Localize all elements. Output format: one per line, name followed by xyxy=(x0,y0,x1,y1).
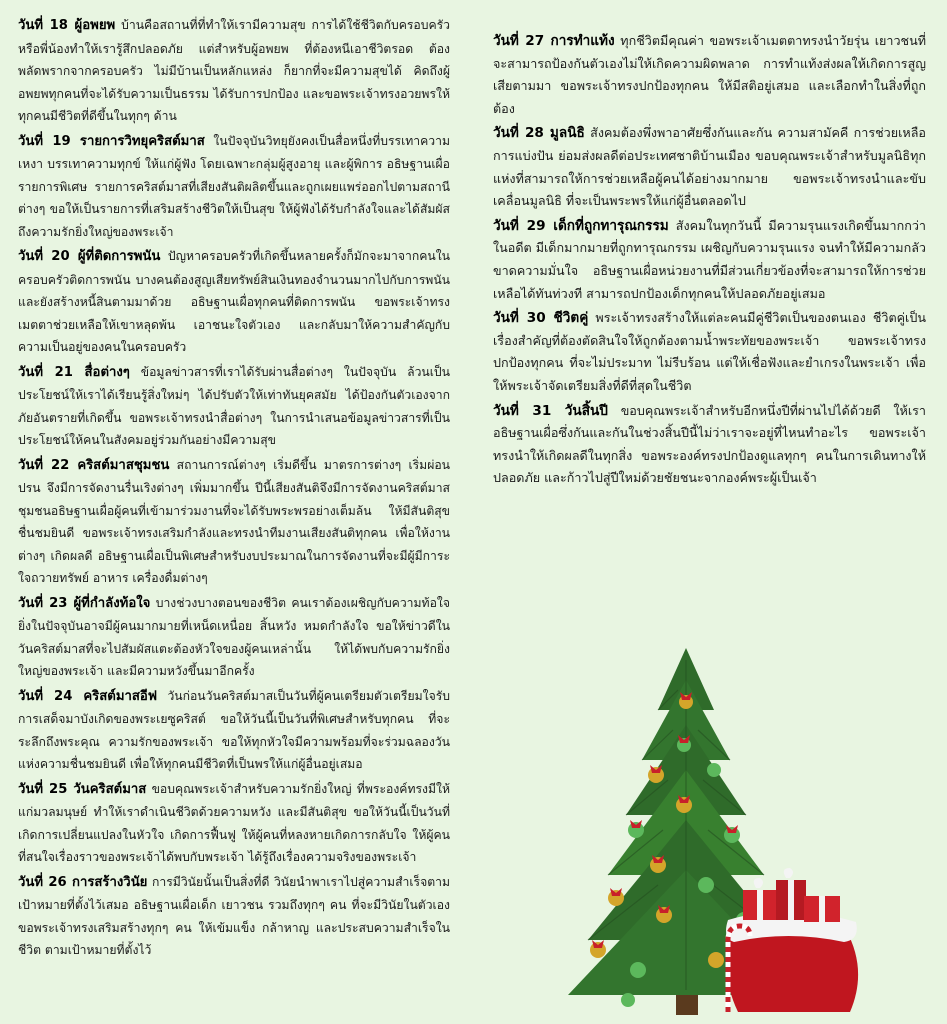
entry-day-19 xyxy=(18,130,450,244)
entry-text: ปัญหาครอบครัวที่เกิดขึ้นหลายครั้งก็มักจะมาจากคนในครอบครัวติดการพนัน บางคนต้องสูญเสียทรัพย์สินเงินทองจำนวนมากไปกับการพนัน และยังสร้างหนี้สินตามมาด้วย อธิษฐานเผื่อทุกคนที่ติดการพนัน ขอพระเจ้าทรงเมตตาช่วยเหลือให้เขาหลุดพ้น เอาชนะใจตัวเอง และกลับมาให้ความสำคัญกับความเป็นอยู่ของคนในครอบครัว xyxy=(18,249,450,354)
entry-text: ข้อมูลข่าวสารที่เราได้รับผ่านสื่อต่างๆ ในปัจจุบัน ล้วนเป็นประโยชน์ให้เราได้เรียนรู้สิ่งใหม่ๆ ได้ปรับตัวให้เท่าทันยุคสมัย ได้ป้องกันตัวเองจากภัยอันตรายที่เกิดขึ้น ขอพระเจ้าทรงนำสื่อต่างๆ ในการนำเสนอข้อมูลข่าวสารที่เป็นประโยชน์ให้คนในสังคมอยู่ร่วมกันอย่างมีความสุข xyxy=(18,364,450,447)
entry-text: บ้านคือสถานที่ที่ทำให้เรามีความสุข การได้ใช้ชีวิตกับครอบครัวหรือพี่น้องทำให้เรารู้สึกปลอดภัย แต่สำหรับผู้อพยพ ที่ต้องหนีเอาชีวิตรอด ต้องพลัดพรากจากครอบครัว ไม่มีบ้านเป็นหลักแหล่ง ก็ยากที่จะมีความสุขได้ คิดถึงผู้อพยพทุกคนที่จะได้รับความเป็นธรรม ได้รับการปกป้อง และขอพระเจ้าทรงอวยพรให้ทุกคนมีชีวิตที่ดีขึ้นในทุกๆ ด้าน xyxy=(18,18,451,123)
left-column xyxy=(18,14,450,964)
entry-text: สังคมในทุกวันนี้ มีความรุนแรงเกิดขึ้นมากกว่าในอดีต มีเด็กมากมายที่ถูกทารุณกรรม เผชิญกับความรุนแรง จนทำให้มีความกลัว ขาดความมั่นใจ อธิษฐานเผื่อหน่วยงานที่มีส่วนเกี่ยวข้องที่จะสามารถให้การช่วยเหลือได้ทันท่วงที สามารถปกป้องเด็กทุกคนให้ปลอดภัยอยู่เสมอ xyxy=(493,217,926,301)
entry-heading: วันที่ 25 วันคริสต์มาส xyxy=(18,781,147,797)
entry-text: สังคมต้องพึ่งพาอาศัยซึ่งกันและกัน ความสามัคคี การช่วยเหลือการแบ่งปัน ย่อมส่งผลดีต่อประเทศชาติบ้านเมือง ขอบคุณพระเจ้าสำหรับมูลนิธิทุกแห่งที่สามารถให้การช่วยเหลือผู้คนได้อย่างมากมาย ขอพระเจ้าทรงนำและขับเคลื่อนมูลนิธิ ที่จะเป็นพระพรให้แก่ผู้อื่นตลอดไป xyxy=(493,125,926,209)
entry-day-31 xyxy=(493,400,926,490)
entry-heading: วันที่ 29 เด็กที่ถูกทารุณกรรม xyxy=(493,217,669,234)
christmas-illustration xyxy=(538,640,868,1020)
entry-heading: วันที่ 28 มูลนิธิ xyxy=(493,125,585,142)
entry-day-22 xyxy=(18,454,450,590)
entry-day-23 xyxy=(18,592,450,683)
entry-day-26 xyxy=(18,871,450,962)
entry-day-18 xyxy=(18,14,450,128)
entry-text: ทุกชีวิตมีคุณค่า ขอพระเจ้าเมตตาทรงนำวัยรุ่น เยาวชนที่จะสามารถป้องกันตัวเองไม่ให้เกิดความผิดพลาด การทำแท้งส่งผลให้เกิดการสูญเสียตามมา ขอพระเจ้าทรงปกป้องทุกคน ให้มีสติอยู่เสมอ และเลือกทำในสิ่งที่ถูกต้อง xyxy=(493,33,926,116)
entry-day-27 xyxy=(493,30,926,120)
entry-day-21 xyxy=(18,361,450,452)
gift-sack-icon xyxy=(726,868,858,1012)
entry-heading: วันที่ 30 ชีวิตคู่ xyxy=(493,310,589,327)
entry-day-29 xyxy=(493,215,926,305)
entry-text: วันก่อนวันคริสต์มาสเป็นวันที่ผู้คนเตรียมตัวเตรียมใจรับการเสด็จมาบังเกิดของพระเยซูคริสต์ ขอให้วันนี้เป็นวันที่พิเศษสำหรับทุกคน ที่จะระลึกถึงพระคุณ ความรักของพระเจ้า ขอให้ทุกหัวใจมีความพร้อมที่จะร่วมฉลองวันแห่งความชื่นชมยินดี เพื่อให้ทุกคนมีชีวิตที่เป็นพรให้แก่ผู้อื่นอยู่เสมอ xyxy=(18,688,450,771)
christmas-tree-icon xyxy=(538,640,868,1020)
entry-text: บางช่วงบางตอนของชีวิต คนเราต้องเผชิญกับความท้อใจ ยิ่งในปัจจุบันอาจมีผู้คนมากมายที่เหน็ดเหนื่อย สิ้นหวัง หมดกำลังใจ ขอให้ข่าวดีในวันคริสต์มาสที่จะไปสัมผัสแตะต้องหัวใจของผู้คนเหล่านั้น ให้ได้พบกับความรักยิ่งใหญ่ของพระเจ้า และมีความหวังขึ้นมาอีกครั้ง xyxy=(18,595,451,678)
entry-heading: วันที่ 21 สื่อต่างๆ xyxy=(18,364,130,380)
entry-day-25 xyxy=(18,778,450,869)
entry-text: การมีวินัยนั้นเป็นสิ่งที่ดี วินัยนำพาเราไปสู่ความสำเร็จตามเป้าหมายที่ตั้งไว้เสมอ อธิษฐานเผื่อเด็ก เยาวชน รวมถึงทุกๆ คน ที่จะมีวินัยในตัวเอง ขอพระเจ้าทรงเสริมสร้างทุกๆ คน ให้เข้มแข็ง กล้าหาญ และประสบความสำเร็จในชีวิต ตามเป้าหมายที่ตั้งไว้ xyxy=(18,874,450,957)
entry-heading: วันที่ 23 ผู้ที่กำลังท้อใจ xyxy=(18,595,151,611)
entry-heading: วันที่ 31 วันสิ้นปี xyxy=(493,402,608,419)
entry-heading: วันที่ 27 การทำแท้ง xyxy=(493,33,615,49)
entry-day-20 xyxy=(18,245,450,359)
entry-heading: วันที่ 19 รายการวิทยุคริสต์มาส xyxy=(18,133,205,149)
entry-text: ในปัจจุบันวิทยุยังคงเป็นสื่อหนึ่งที่บรรเทาความเหงา บรรเทาความทุกข์ ให้แก่ผู้ฟัง โดยเฉพาะกลุ่มผู้สูงอายุ และผู้พิการ อธิษฐานเผื่อรายการพิเศษ รายการคริสต์มาสที่เสียงสันติผลิตขึ้นและถูกเผยแพร่ออกไปตามสถานีต่างๆ ขอให้เป็นรายการที่เสริมสร้างชีวิตให้เป็นสุข ให้ผู้ฟังได้รับกำลังใจและได้สัมผัสถึงความรักยิ่งใหญ่ของพระเจ้า xyxy=(18,133,451,239)
right-column xyxy=(493,30,926,492)
entry-heading: วันที่ 20 ผู้ที่ติดการพนัน xyxy=(18,249,161,264)
entry-day-28 xyxy=(493,122,926,212)
entry-text: ขอบคุณพระเจ้าสำหรับอีกหนึ่งปีที่ผ่านไปได้ด้วยดี ให้เราอธิษฐานเผื่อซึ่งกันและกันในช่วงสิ้นปีนี้ไม่ว่าเราจะอยู่ที่ไหนทำอะไร ขอพระเจ้าทรงนำให้เกิดผลดีในทุกสิ่ง ขอพระองค์ทรงปกป้องดูแลทุกๆ คนในการเดินทางให้ปลอดภัย และก้าวไปสู่ปีใหม่ด้วยชัยชนะจากองค์พระผู้เป็นเจ้า xyxy=(493,402,926,486)
entry-text: ขอบคุณพระเจ้าสำหรับความรักยิ่งใหญ่ ที่พระองค์ทรงมีให้แก่มวลมนุษย์ ทำให้เราดำเนินชีวิตด้วยความหวัง และมีสันติสุข ขอให้วันนี้เป็นวันที่เกิดการเปลี่ยนแปลงในหัวใจ เกิดการฟื้นฟู ให้ผู้คนที่หลงหายเกิดการกลับใจ ให้ผู้คนที่สนใจเรื่องราวของพระเจ้าได้พบกับพระเจ้า ได้รู้ถึงเรื่องความจริงของพระเจ้า xyxy=(18,781,450,864)
entry-text: สถานการณ์ต่างๆ เริ่มดีขึ้น มาตรการต่างๆ เริ่มผ่อนปรน จึงมีการจัดงานรื่นเริงต่างๆ เพิ่มมากขึ้น ปีนี้เสียงสันติจึงมีการจัดงานคริสต์มาสชุมชนอธิษฐานเผื่อผู้คนที่เข้ามาร่วมงานที่จะได้รับพระพรอย่างเต็มล้น ให้มีสันติสุข ชื่นชมยินดี ขอพระเจ้าทรงเสริมกำลังและทรงนำทีมงานเสียงสันติทุกคน เพื่อให้งานต่างๆ เกิดผลดี อธิษฐานเผื่อเป็นพิเศษสำหรับงบประมาณในการจัดงานที่จะมีผู้มีการะใจถวายทรัพย์ อาหาร เครื่องดื่มต่างๆ xyxy=(18,457,451,585)
entry-day-24 xyxy=(18,685,450,776)
entry-text: พระเจ้าทรงสร้างให้แต่ละคนมีคู่ชีวิตเป็นของตนเอง ชีวิตคู่เป็นเรื่องสำคัญที่ต้องตัดสินใจให้ถูกต้องตามน้ำพระทัยของพระเจ้า ขอพระเจ้าทรงปกป้องทุกคน ที่จะไม่ประมาท ไม่รีบร้อน แต่ให้เชื่อฟังและยำเกรงในพระเจ้า เพื่อให้พระเจ้าจัดเตรียมสิ่งที่ดีที่สุดในชีวิต xyxy=(493,310,926,393)
entry-heading: วันที่ 24 คริสต์มาสอีฟ xyxy=(18,688,158,704)
entry-heading: วันที่ 18 ผู้อพยพ xyxy=(18,18,116,33)
entry-day-30 xyxy=(493,307,926,397)
entry-heading: วันที่ 22 คริสต์มาสชุมชน xyxy=(18,457,170,473)
entry-heading: วันที่ 26 การสร้างวินัย xyxy=(18,874,148,890)
